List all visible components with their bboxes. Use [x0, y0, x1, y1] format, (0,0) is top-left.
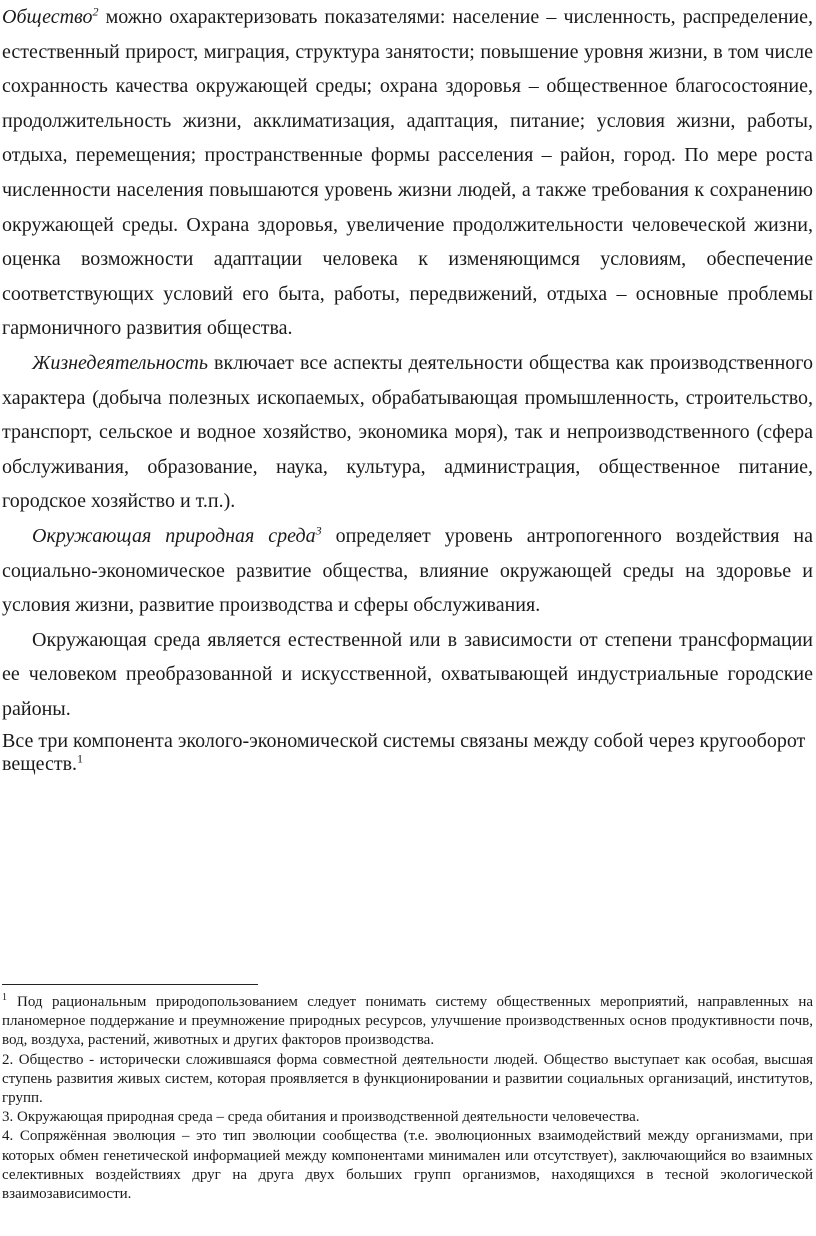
- footnote-ref-2: 2: [92, 4, 99, 19]
- term-life-activity: Жизнедеятельность: [32, 351, 208, 374]
- paragraph-society: [2, 0, 813, 346]
- paragraph-components: [2, 730, 813, 775]
- term-society: Общество: [2, 6, 93, 28]
- footnote-1: [2, 993, 813, 1051]
- footnote-4: 4. Сопряжённая эволюция – это тип эволюции сообщества (т.е. эволюционных взаимодействий между организмами, при которых обмен генетической информацией между компонентами минимален или отсутствует), заключающийся во взаимных селективных воздействиях друг на друга двух больших групп организмов, находящихся в тесной экологической взаимозависимости.: [2, 1128, 813, 1203]
- paragraph-environment-types-text: Окружающая среда является естественной или в зависимости от степени трансформации ее человеком преобразованной и искусственной, охватывающей индустриальные городские районы.: [2, 628, 813, 720]
- paragraph-natural-environment-text: определяет уровень антропогенного воздействия на социально-экономическое развитие общества, влияние окружающей среды на здоровье и условия жизни, развитие производства и сферы обслуживания.: [2, 524, 813, 617]
- footnote-1-mark: 1: [2, 992, 7, 1003]
- paragraph-environment-types: [2, 623, 813, 727]
- footnote-ref-3: 3: [315, 523, 322, 538]
- footnote-2: 2. Общество - исторически сложившаяся форма совместной деятельности людей. Общество выступает как особая, высшая ступень развития живых систем, которая проявляется в функционировании и развитии социальных организаций, институтов, групп.: [2, 1051, 813, 1107]
- paragraph-life-activity-text: включает все аспекты деятельности общества как производственного характера (добыча полезных ископаемых, обрабатывающая промышленность, строительство, транспорт, сельское и водное хозяйство, экономика моря), так и непроизводственного (сфера обслуживания, образование, наука, культура, администрация, общественное питание, городское хозяйство и т.п.).: [2, 351, 813, 513]
- footnote-ref-1: 1: [77, 751, 84, 766]
- footnote-separator: [2, 984, 258, 985]
- paragraph-natural-environment: [2, 519, 813, 623]
- paragraph-life-activity: [2, 346, 813, 519]
- footnote-3: 3. Окружающая природная среда – среда обитания и производственной деятельности человечества.: [2, 1109, 640, 1126]
- paragraph-components-text: Все три компонента эколого-экономической системы связаны между собой через кругооборот веществ.: [2, 730, 806, 775]
- term-natural-environment: Окружающая природная среда: [32, 524, 316, 547]
- footnotes-section: [2, 984, 813, 1204]
- main-text: [2, 0, 813, 775]
- footnote-1-text: Под рациональным природопользованием следует понимать систему общественных мероприятий, направленных на планомерное поддержание и преумножение природных ресурсов, улучшение производственных основ продуктивности почв, вод, воздуха, растений, животных и других факторов производства.: [2, 994, 813, 1049]
- paragraph-society-text: можно охарактеризовать показателями: население – численность, распределение, естественный прирост, миграция, структура занятости; повышение уровня жизни, в том числе сохранность качества окружающей среды; охрана здоровья – общественное благосостояние, продолжительность жизни, акклиматизация, адаптация, питание; условия жизни, работы, отдыха, перемещения; пространственные формы расселения – район, город. По мере роста численности населения повышаются уровень жизни людей, а также требования к сохранению окружающей среды. Охрана здоровья, увеличение продолжительности человеческой жизни, оценка возможности адаптации человека к изменяющимся условиям, обеспечение соответствующих условий его быта, работы, передвижений, отдыха – основные проблемы гармоничного развития общества.: [2, 6, 813, 340]
